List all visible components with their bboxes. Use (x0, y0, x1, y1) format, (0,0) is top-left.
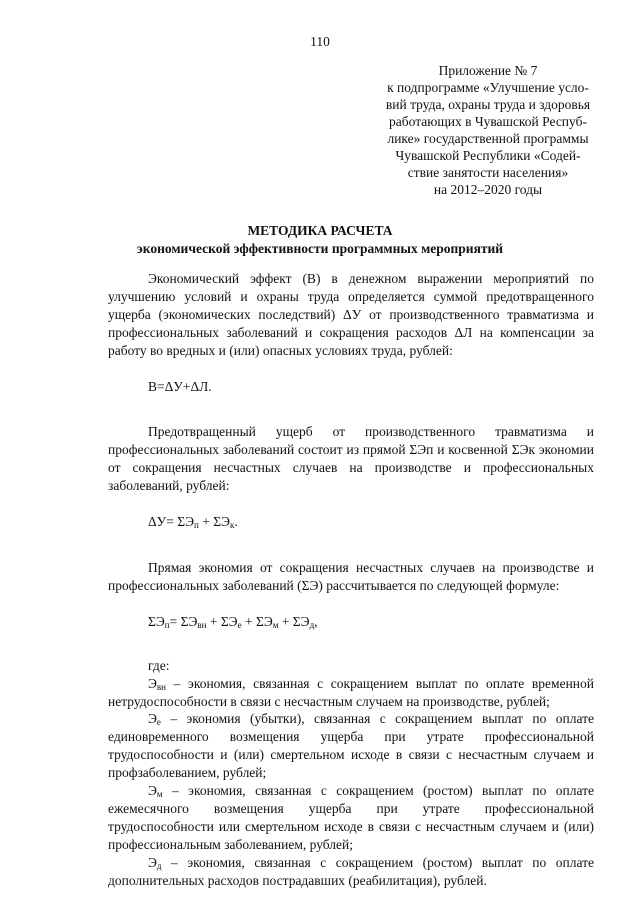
title-main: МЕТОДИКА РАСЧЕТА (247, 223, 393, 238)
formula-part: + ΣЭ (278, 613, 310, 629)
definition-text: – экономия, связанная с сокращением выплат по оплате временной нетрудоспособности в связи с несчастным случаем на производстве, рублей; (108, 675, 594, 709)
spacer (108, 531, 594, 559)
formula-part: . (234, 514, 238, 530)
definition-symbol: Э (148, 783, 157, 799)
formula-effect: В=ΔУ+ΔЛ. (148, 378, 212, 394)
page-number: 110 (310, 34, 330, 49)
appendix-line: Приложение № 7 (438, 63, 538, 78)
definition-subscript: м (156, 789, 163, 800)
definition-ed (108, 854, 594, 890)
definition-symbol: Э (148, 854, 157, 870)
formula-part: ΣЭ (148, 613, 165, 629)
spacer (108, 395, 594, 423)
formula-part: = ΣЭ (169, 613, 198, 629)
appendix-line: к подпрограмме «Улучшение усло- (387, 80, 589, 95)
document-body (108, 270, 594, 889)
formula-prevented-damage (108, 513, 594, 531)
paragraph-direct-savings: Прямая экономия от сокращения несчастных случаев на производстве и профессиональных заболеваний (ΣЭ) рассчитывается по следующей формуле: (108, 559, 594, 593)
definition-text: – экономия, связанная с сокращением (ростом) выплат по оплате ежемесячного возмещения ущерба при утрате профессиональной трудоспособности или смертельном исходе в связи с несчастным случаем и (или) профессиональным заболеванием, рублей; (108, 783, 594, 852)
definition-subscript: вн (156, 681, 166, 692)
appendix-header (372, 62, 604, 198)
appendix-line: работающих в Чувашской Респуб- (389, 114, 587, 129)
formula-part: ΔУ= ΣЭ (148, 514, 194, 530)
formula-subscript: е (237, 619, 242, 630)
definition-symbol: Э (148, 675, 157, 691)
definition-subscript: д (156, 860, 162, 871)
definition-text: – экономия, связанная с сокращением (ростом) выплат по оплате дополнительных расходов пострадавших (реабилитация), рублей. (108, 854, 594, 888)
definition-text: – экономия (убытки), связанная с сокращением выплат по оплате единовременного возмещения ущерба при утрате профессиональной трудоспособности и (или) смертельном исходе в связи с несчастным случаем и профзаболеванием, рублей; (108, 711, 594, 781)
definition-evn (108, 675, 594, 711)
formula-part: , (314, 613, 318, 629)
spacer (108, 595, 594, 613)
formula-direct-savings (108, 613, 594, 631)
definition-ee (108, 710, 594, 782)
formula-subscript: м (272, 619, 279, 630)
title-subtitle: экономической эффективности программных мероприятий (136, 241, 504, 256)
where-label: где: (148, 657, 170, 673)
definition-symbol: Э (148, 711, 157, 727)
formula-subscript: вн (197, 619, 207, 630)
spacer (108, 631, 594, 657)
appendix-line: на 2012–2020 годы (433, 182, 543, 197)
paragraph-economic-effect: Экономический эффект (В) в денежном выражении мероприятий по улучшению условий и охраны труда определяется суммой предотвращенного ущерба (экономических последствий) ΔУ от производственного травматизма и профессиональных заболеваний и сокращения расходов ΔЛ на компенсации за работу во вредных и (или) опасных условиях труда, рублей: (108, 271, 594, 358)
definition-subscript: е (156, 717, 161, 728)
appendix-line: ствие занятости населения» (407, 165, 569, 180)
formula-part: + ΣЭ (241, 613, 273, 629)
paragraph-prevented-damage: Предотвращенный ущерб от производственного травматизма и профессиональных заболеваний состоит из прямой ΣЭп и косвенной ΣЭк экономии от сокращения несчастных случаев на производстве и профессиональных заболеваний, рублей: (108, 424, 594, 494)
appendix-line: вий труда, охраны труда и здоровья (385, 97, 591, 112)
document-title (0, 222, 640, 258)
formula-part: + ΣЭ (206, 613, 238, 629)
appendix-line: Чувашской Республики «Содей- (395, 148, 581, 163)
formula-subscript: п (194, 520, 199, 531)
appendix-line: лике» государственной программы (387, 131, 589, 146)
spacer (108, 360, 594, 378)
formula-subscript: к (229, 520, 235, 531)
formula-subscript: п (164, 619, 170, 630)
definition-em (108, 782, 594, 854)
spacer (108, 495, 594, 513)
formula-subscript: д (309, 619, 315, 630)
formula-part: + ΣЭ (198, 514, 230, 530)
